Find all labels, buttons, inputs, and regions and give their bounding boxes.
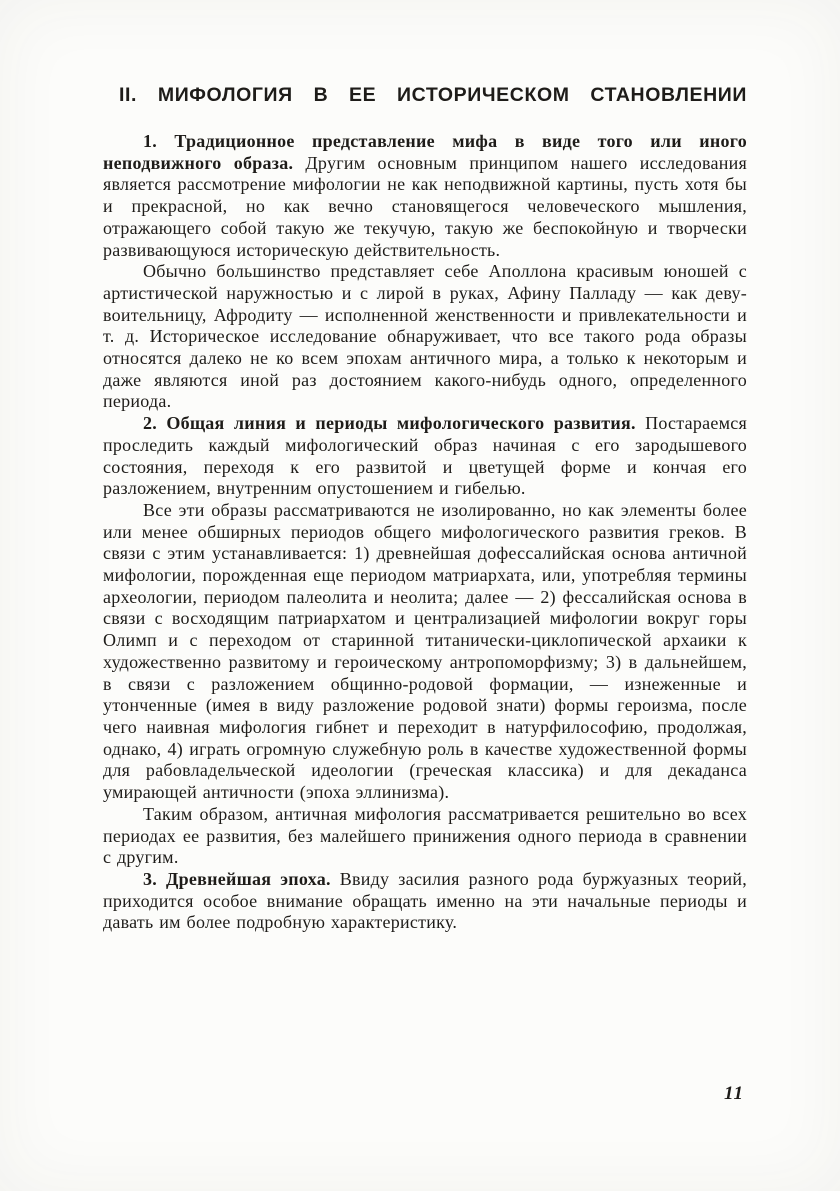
paragraph-lead: 3. Древнейшая эпоха. [143,868,331,889]
paragraph [103,869,747,934]
page-title: II. МИФОЛОГИЯ В ЕЕ ИСТОРИЧЕСКОМ СТАНОВЛЕНИИ [119,84,747,106]
paragraph-lead: 2. Общая линия и периоды мифологического развития. [143,413,636,434]
paragraph-text: Все эти образы рассматриваются не изолированно, но как элементы более или менее обширных периодов общего мифологического развития греков. В связи с этим устанавливается: 1) древнейшая дофессалийская основа античной мифологии, порожденная еще периодом матриархата, или, употребляя термины археологии, периодом палеолита и неолита; далее — 2) фессалийская основа в связи с восходящим патриархатом и централизацией мифологии вокруг горы Олимп и с переходом от старинной титанически-циклопической архаики к художественно развитому и героическому антропоморфизму; 3) в дальнейшем, в связи с разложением общинно-родовой формации, — изнеженные и утонченные (имея в виду разложение родовой знати) формы героизма, после чего наивная мифология гибнет и переходит в натурфилософию, продолжая, однако, 4) играть огромную служебную роль в качестве художественной формы для рабовладельческой идеологии (греческая классика) и для декаданса умирающей античности (эпоха эллинизма). [103,499,747,803]
paragraph-lead: 1. Традиционное представление мифа в виде того или иного неподвижного образа. [103,131,747,173]
paragraph-text: Постараемся проследить каждый мифологический образ начиная с его зародышевого состояния, переходя к его развитой и цветущей форме и кончая его разложением, внутренним опустошением и гибелью. [103,413,747,499]
paragraph-text: Обычно большинство представляет себе Аполлона красивым юношей с артистической наружностью и с лирой в руках, Афину Палладу — как деву-воительницу, Афродиту — исполненной женственности и привлекательности и т. д. Историческое исследование обнаруживает, что все такого рода образы относятся далеко не ко всем эпохам античного мира, а только к некоторым и даже являются иной раз достоянием какого-нибудь одного, определенного периода. [103,261,747,412]
paragraph-text: Другим основным принципом нашего исследования является рассмотрение мифологии не как неподвижной картины, пусть хотя бы и прекрасной, но как вечно становящегося человеческого мышления, отражающего собой такую же текучую, такую же беспокойную и творчески развивающуюся историческую действительность. [103,152,748,260]
paragraph-text: Ввиду засилия разного рода буржуазных теорий, приходится особое внимание обращать именно на эти начальные периоды и давать им более подробную характеристику. [103,868,747,933]
page-number: 11 [724,1083,744,1104]
paragraph [103,413,747,500]
paragraph [103,261,747,413]
paragraph-text: Таким образом, античная мифология рассматривается решительно во всех периодах ее развития, без малейшего принижения одного периода в сравнении с другим. [103,803,747,868]
text-block [103,84,747,934]
paragraph [103,500,747,804]
paragraph [103,131,747,261]
paragraph [103,804,747,869]
